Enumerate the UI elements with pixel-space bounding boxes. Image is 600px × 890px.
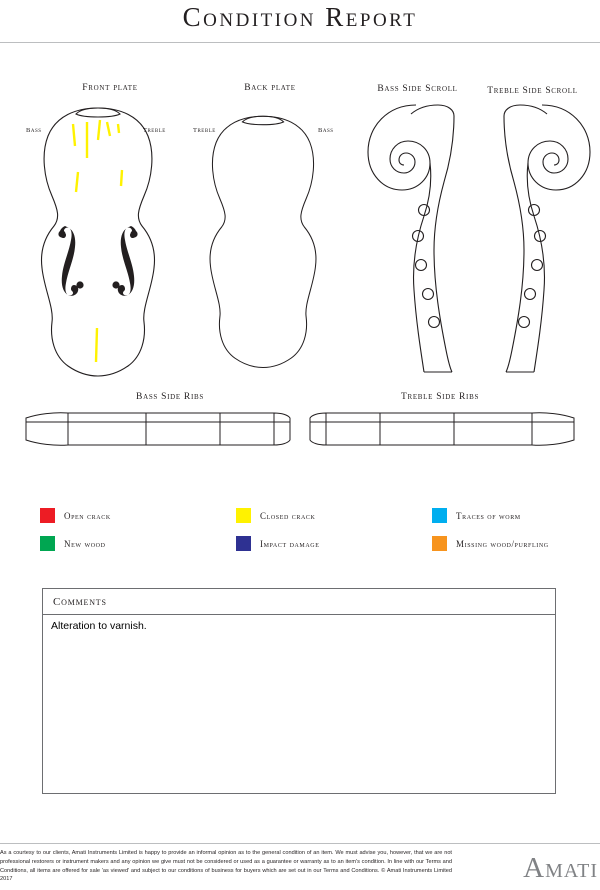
legend-label-missing-wood: Missing wood/purfling	[456, 538, 549, 549]
legend-item-impact-damage	[236, 536, 432, 551]
closed-crack-marks	[73, 120, 122, 362]
swatch-traces-of-worm	[432, 508, 447, 523]
caption-front-plate: Front plate	[82, 83, 138, 93]
legend-row	[40, 508, 580, 523]
legend-label-open-crack: Open crack	[64, 510, 111, 521]
legend-label-new-wood: New wood	[64, 538, 106, 549]
caption-treble-side-scroll: Treble Side Scroll	[487, 86, 578, 96]
swatch-missing-wood	[432, 536, 447, 551]
comments-box	[42, 588, 556, 794]
back-plate-treble-label: Treble	[193, 127, 216, 134]
swatch-closed-crack	[236, 508, 251, 523]
front-plate-bass-label: Bass	[26, 127, 42, 134]
swatch-impact-damage	[236, 536, 251, 551]
caption-bass-side-ribs: Bass Side Ribs	[136, 392, 204, 402]
legend-label-impact-damage: Impact damage	[260, 538, 320, 549]
legend-row	[40, 536, 580, 551]
comments-text[interactable]: Alteration to varnish.	[51, 620, 147, 632]
legend-item-traces-of-worm	[432, 508, 580, 523]
amati-logo: Amati	[523, 852, 598, 884]
treble-side-scroll-diagram	[480, 100, 600, 375]
front-plate-diagram	[18, 100, 178, 380]
legend-item-open-crack	[40, 508, 236, 523]
legend-label-closed-crack: Closed crack	[260, 510, 316, 521]
footer-divider	[0, 843, 600, 844]
treble-side-ribs-diagram	[308, 404, 576, 454]
bass-side-ribs-diagram	[24, 404, 292, 454]
caption-bass-side-scroll: Bass Side Scroll	[377, 84, 458, 94]
back-plate-diagram	[188, 100, 338, 380]
bass-side-scroll-diagram	[358, 100, 478, 375]
title-divider	[0, 42, 600, 43]
page-title: Condition Report	[182, 2, 418, 32]
swatch-new-wood	[40, 536, 55, 551]
legend	[40, 508, 580, 564]
back-plate-bass-label: Bass	[318, 127, 334, 134]
caption-back-plate: Back plate	[244, 83, 296, 93]
front-plate-treble-label: Treble	[143, 127, 166, 134]
swatch-open-crack	[40, 508, 55, 523]
legend-item-closed-crack	[236, 508, 432, 523]
legend-label-traces-of-worm: Traces of worm	[456, 510, 521, 521]
footer-disclaimer: As a courtesy to our clients, Amati Instruments Limited is happy to provide an informal opinion as to the general condition of an item. We must advise you, however, that we are not professional restorers or instrument makers and any opinion we give must not be considered or used as a guarantee or warranty as to an item's condition. In line with our Terms and Conditions, all items are offered for sale 'as viewed' and subject to our conditions of business for buyers which are set out in our Terms and Conditions. © Amati Instruments Limited 2017	[0, 850, 452, 883]
comments-header-label: Comments	[53, 595, 107, 608]
caption-treble-side-ribs: Treble Side Ribs	[400, 392, 480, 402]
legend-item-missing-wood	[432, 536, 580, 551]
legend-item-new-wood	[40, 536, 236, 551]
comments-header	[43, 589, 555, 615]
